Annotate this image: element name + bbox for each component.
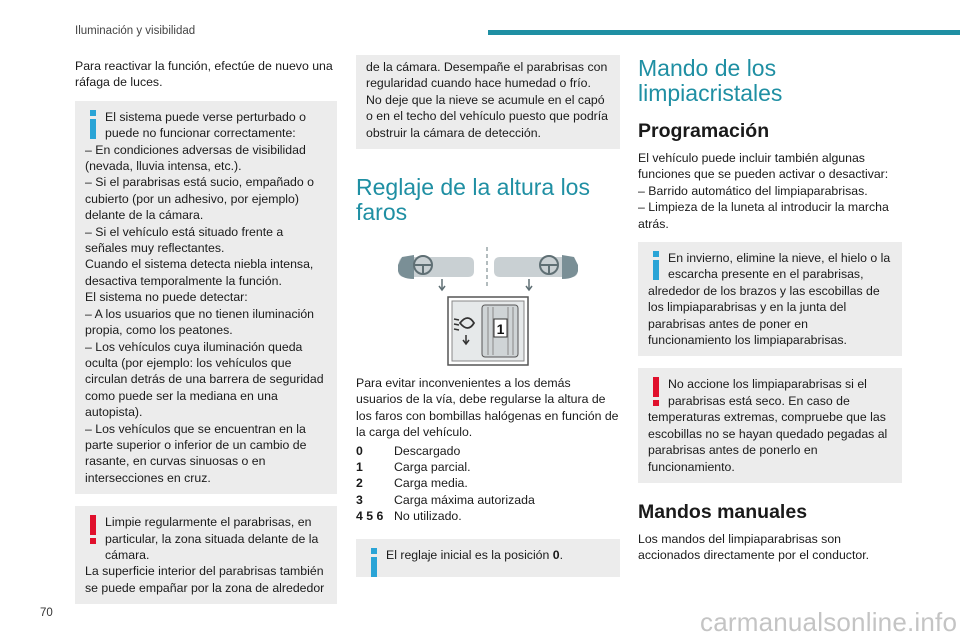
- headlamp-body-paragraph: Para evitar inconvenientes a los demás usuarios de la vía, debe regularse la altura de los faros con bombillas halógenas en función de la carga del vehículo.: [356, 376, 619, 440]
- note-first-line: El sistema puede verse perturbado o puede no funcionar correctamente:: [105, 109, 306, 141]
- info-icon: [367, 548, 381, 578]
- legend-row: 2 Carga media.: [356, 476, 468, 491]
- page-number: 70: [40, 607, 53, 619]
- column-1: [75, 58, 337, 616]
- legend-row: 4 5 6 No utilizado.: [356, 509, 462, 524]
- warning-note-dry-windscreen: [638, 368, 902, 482]
- car-icon: [494, 255, 578, 290]
- note-line: El sistema no puede detectar:: [85, 290, 248, 305]
- warning-icon: [86, 515, 100, 545]
- headlamp-adjust-illustration: [356, 239, 620, 369]
- note-first-line: Limpie regularmente el parabrisas, en particular, la zona situada delante de la cámara.: [105, 515, 319, 562]
- car-icon: [398, 255, 474, 290]
- subheading-manual-controls: Mandos manuales: [638, 500, 808, 523]
- warning-icon: [649, 377, 663, 407]
- list-item: – Limpieza de la luneta al introducir la marcha atrás.: [638, 200, 889, 231]
- note-first-line: El reglaje inicial es la posición 0.: [386, 547, 564, 562]
- info-note-winter: [638, 242, 902, 356]
- warning-note-clean-windscreen: [75, 506, 337, 604]
- note-line: La superficie interior del parabrisas también se puede empañar por la zona de alrededor: [85, 564, 325, 595]
- note-line: – Los vehículos que se encuentran en la parte superior o inferior de un cambio de rasante, en curvas sinuosas o en intersecciones en cruz.: [85, 421, 307, 485]
- info-note-initial-setting: [356, 539, 620, 577]
- section-heading-wipers: Mando de los limpiacristales: [638, 55, 783, 106]
- info-icon: [86, 110, 100, 140]
- note-line: temperaturas extremas, compruebe que las escobillas no se hayan quedado pegadas al parabrisas antes de ponerlo en funcionamiento.: [648, 410, 888, 474]
- programming-paragraph: El vehículo puede incluir también algunas funciones que se pueden activar o desactivar:: [638, 151, 889, 182]
- dial-value-label: 1: [496, 321, 505, 338]
- header-accent-bar: [488, 30, 960, 35]
- note-first-line: No accione los limpiaparabrisas si el parabrisas está seco. En caso de: [668, 377, 867, 408]
- note-line: – En condiciones adversas de visibilidad (nevada, lluvia intensa, etc.).: [85, 142, 306, 174]
- warning-note-continued: [356, 55, 620, 149]
- note-line: – A los usuarios que no tienen iluminación propia, como los peatones.: [85, 306, 315, 338]
- watermark: carmanualsonline.info: [700, 607, 958, 637]
- intro-paragraph: Para reactivar la función, efectúe de nuevo una ráfaga de luces.: [75, 59, 333, 90]
- legend-row: 1 Carga parcial.: [356, 460, 471, 475]
- section-heading-headlamp-height: Reglaje de la altura los faros: [356, 174, 590, 226]
- legend-row: 3 Carga máxima autorizada: [356, 492, 535, 507]
- note-line: de la cámara. Desempañe el parabrisas con regularidad cuando hace humedad o frío. No deje que la nieve se acumule en el capó o en el techo del vehículo puesto que podría obstruir la cámara de detección.: [366, 60, 609, 140]
- note-line: alrededor de los brazos y las escobillas de los limpiaparabrisas y en la junta del parabrisas antes de poner en funcionamiento los limpiaparabrisas.: [648, 283, 880, 348]
- column-2: [356, 55, 620, 589]
- note-line: – Los vehículos cuya iluminación queda oculta (por ejemplo: los vehículos que circulan detrás de una barrera de seguridad como puede ser la mediana en una autopista).: [85, 339, 324, 420]
- load-legend: [356, 443, 620, 525]
- column-3: [638, 55, 902, 564]
- running-header: Iluminación y visibilidad: [75, 25, 196, 37]
- list-item: – Barrido automático del limpiaparabrisas.: [638, 183, 868, 198]
- note-first-line: En invierno, elimine la nieve, el hielo o la escarcha presente en el parabrisas,: [668, 251, 891, 282]
- note-line: – Si el parabrisas está sucio, empañado o cubierto (por un adhesivo, por ejemplo) delante de la cámara.: [85, 175, 314, 223]
- note-line: Cuando el sistema detecta niebla intensa, desactiva temporalmente la función.: [85, 257, 314, 288]
- headlamp-adjust-figure: [356, 239, 620, 369]
- manual-controls-paragraph: Los mandos del limpiaparabrisas son accionados directamente por el conductor.: [638, 531, 870, 563]
- info-icon: [649, 251, 663, 281]
- info-note-camera-limits: [75, 101, 337, 494]
- note-line: – Si el vehículo está situado frente a señales muy reflectantes.: [85, 224, 284, 256]
- subheading-programming: Programación: [638, 120, 770, 142]
- legend-row: 0 Descargado: [356, 443, 461, 458]
